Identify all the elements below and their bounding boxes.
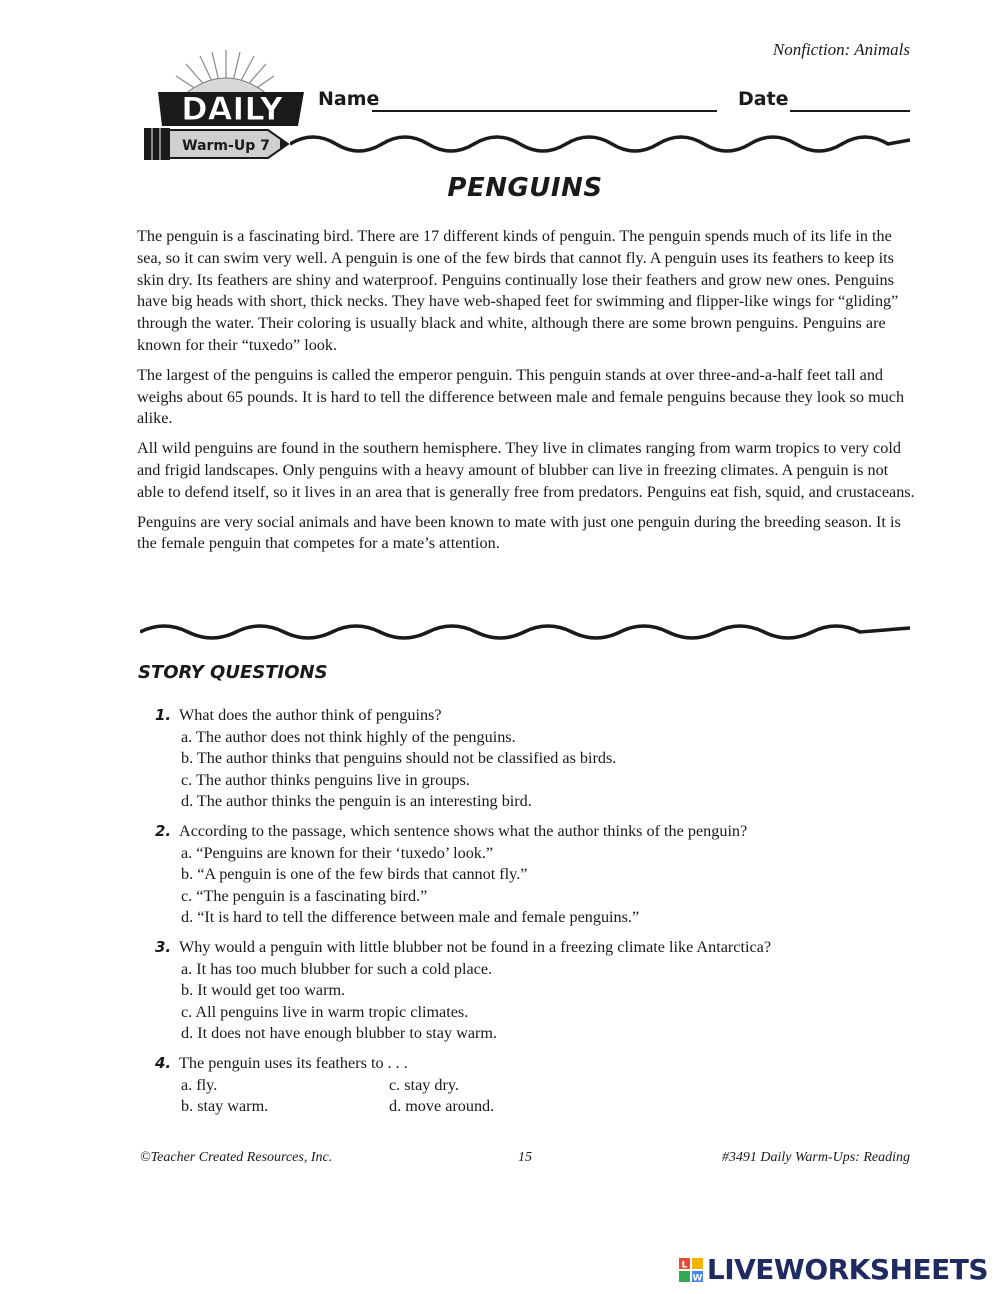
question-text: The penguin uses its feathers to . . . — [179, 1053, 408, 1072]
logo-word: DAILY — [181, 90, 283, 128]
passage-paragraph: Penguins are very social animals and have been known to mate with just one penguin during the breeding season. It is the female penguin that competes for a mate’s attention. — [137, 512, 901, 553]
logo-subtitle: Warm-Up 7 — [182, 138, 270, 154]
question-3 — [155, 937, 915, 1045]
passage-paragraph: All wild penguins are found in the southern hemisphere. They live in climates ranging from warm tropics to very cold and frigid landscapes. Only penguins with a heavy amount of blubber can live in freezing climates. A penguin is not able to defend itself, so it lives in an area that is generally free from predators. Penguins eat fish, squid, and crustaceans. — [137, 439, 915, 501]
answer-option[interactable]: c. The author thinks penguins live in groups. — [181, 770, 470, 789]
category-label: Nonfiction: Animals — [772, 40, 910, 59]
answer-option[interactable]: a. The author does not think highly of the penguins. — [181, 727, 516, 746]
question-4 — [155, 1053, 915, 1118]
footer-book-title: #3491 Daily Warm-Ups: Reading — [721, 1150, 910, 1165]
story-questions-heading: STORY QUESTIONS — [138, 662, 328, 683]
liveworksheets-brand — [678, 1253, 988, 1286]
page-title: PENGUINS — [447, 173, 603, 203]
answer-option[interactable]: c. All penguins live in warm tropic climates. — [181, 1002, 469, 1021]
question-text: Why would a penguin with little blubber not be found in a freezing climate like Antarctica? — [179, 937, 772, 956]
answer-option[interactable]: a. fly. — [181, 1075, 218, 1094]
answer-option[interactable]: b. The author thinks that penguins should not be classified as birds. — [181, 749, 617, 768]
answer-option[interactable]: d. move around. — [389, 1097, 495, 1116]
answer-option[interactable]: b. It would get too warm. — [181, 981, 346, 1000]
passage-paragraph: The penguin is a fascinating bird. There are 17 different kinds of penguin. The penguin spends much of its life in the sea, so it can swim very well. A penguin is one of the few birds that cannot fly. A penguin uses its feathers to keep its skin dry. Its feathers are shiny and waterproof. Penguins continually lose their feathers and grow new ones. Penguins have big heads with short, thick necks. They have web-shaped feet for swimming and flipper-like wings for “gliding” through the water. Their coloring is usually black and white, although there are some brown penguins. Penguins are known for their “tuxedo” look. — [137, 227, 899, 354]
footer-copyright: ©Teacher Created Resources, Inc. — [140, 1150, 333, 1165]
date-label: Date — [738, 88, 789, 110]
svg-text:L: L — [681, 1260, 688, 1270]
question-number: 1. — [155, 706, 172, 724]
answer-option[interactable]: c. “The penguin is a fascinating bird.” — [181, 886, 428, 905]
answer-option[interactable]: d. It does not have enough blubber to stay warm. — [181, 1024, 498, 1043]
svg-text:W: W — [692, 1273, 703, 1283]
question-number: 4. — [155, 1053, 172, 1072]
liveworksheets-text: LIVEWORKSHEETS — [706, 1253, 988, 1286]
answer-option[interactable]: a. It has too much blubber for such a cold place. — [181, 959, 493, 978]
question-text: According to the passage, which sentence shows what the author thinks of the penguin? — [179, 821, 748, 840]
question-text: What does the author think of penguins? — [179, 706, 442, 724]
question-2 — [155, 821, 915, 929]
passage — [137, 226, 917, 563]
question-1 — [155, 705, 915, 813]
questions-list — [155, 705, 915, 1126]
footer-page-number: 15 — [518, 1150, 532, 1165]
wavy-divider-top — [290, 130, 910, 154]
answer-option[interactable]: b. stay warm. — [181, 1097, 269, 1116]
liveworksheets-icon — [678, 1257, 704, 1283]
name-line[interactable] — [372, 110, 717, 112]
date-line[interactable] — [790, 110, 910, 112]
answer-option[interactable]: d. The author thinks the penguin is an interesting bird. — [181, 792, 532, 811]
answer-option[interactable]: d. “It is hard to tell the difference between male and female penguins.” — [181, 908, 640, 927]
answer-option[interactable]: c. stay dry. — [389, 1075, 459, 1094]
passage-paragraph: The largest of the penguins is called the emperor penguin. This penguin stands at over three-and-a-half feet tall and weighs about 65 pounds. It is hard to tell the difference between male and female penguins because they look so much alike. — [137, 365, 905, 428]
question-number: 3. — [155, 937, 172, 956]
answer-option[interactable]: a. “Penguins are known for their ‘tuxedo’ look.” — [181, 843, 494, 862]
wavy-divider-middle — [140, 620, 910, 644]
name-label: Name — [318, 88, 380, 110]
question-number: 2. — [155, 821, 172, 840]
answer-option[interactable]: b. “A penguin is one of the few birds that cannot fly.” — [181, 865, 528, 884]
